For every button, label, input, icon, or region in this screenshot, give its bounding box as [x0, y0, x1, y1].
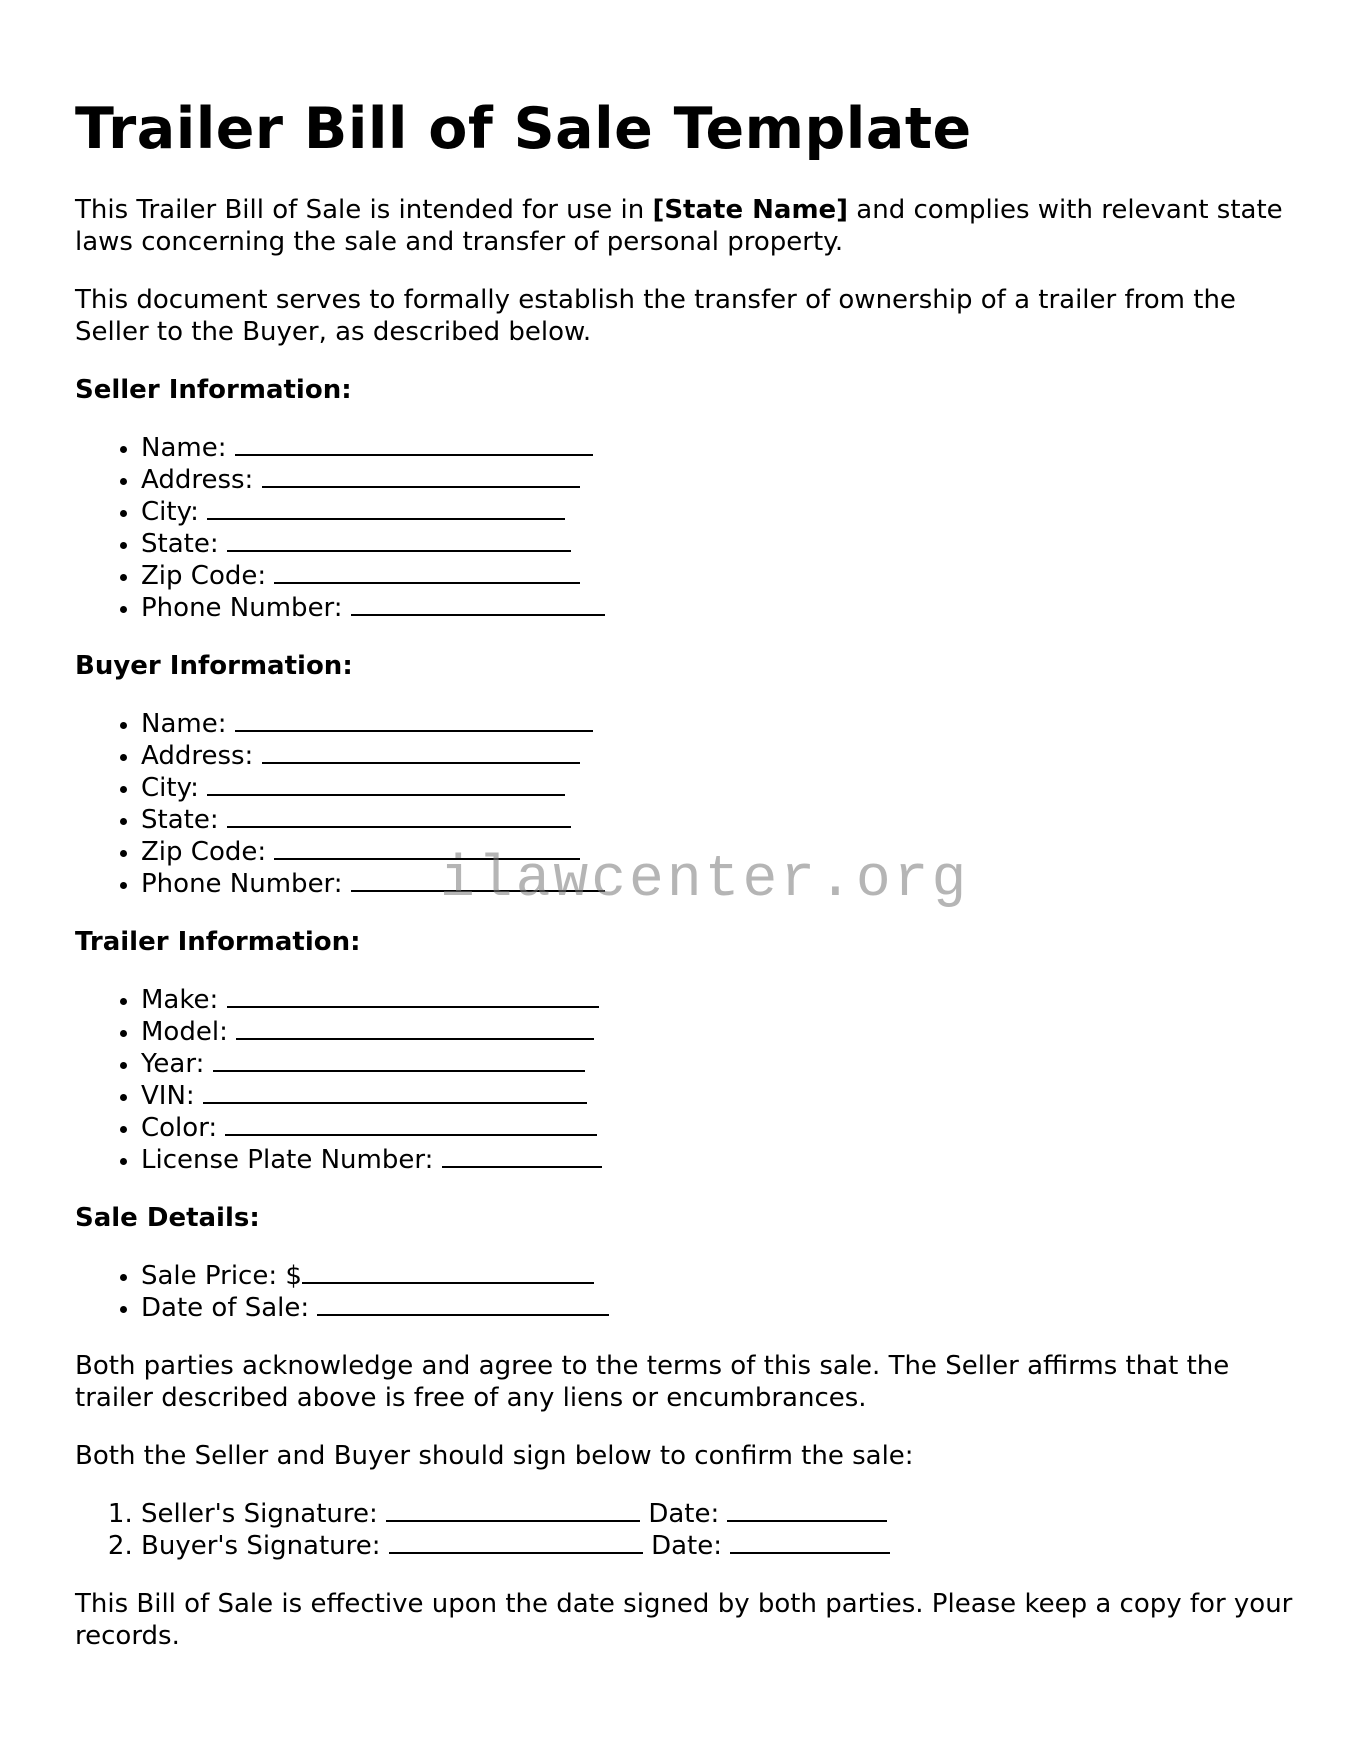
buyer-city-blank[interactable] — [207, 772, 565, 796]
sale-price-blank[interactable] — [302, 1260, 594, 1284]
sale-date-blank[interactable] — [317, 1292, 609, 1316]
trailer-heading: Trailer Information: — [75, 927, 361, 957]
buyer-phone-blank[interactable] — [351, 868, 605, 892]
field-label: Color: — [141, 1113, 218, 1143]
field-label: Name: — [141, 433, 227, 463]
intro-text-1: This Trailer Bill of Sale is intended for use in — [75, 195, 653, 225]
trailer-plate-blank[interactable] — [442, 1144, 602, 1168]
trailer-color-item — [141, 1112, 1305, 1144]
date-label: Date: — [648, 1499, 720, 1529]
seller-signature-item — [141, 1498, 1305, 1530]
trailer-vin-item — [141, 1080, 1305, 1112]
field-label: Zip Code: — [141, 561, 267, 591]
buyer-name-blank[interactable] — [235, 708, 593, 732]
seller-date-blank[interactable] — [727, 1498, 887, 1522]
buyer-zip-blank[interactable] — [274, 836, 580, 860]
field-label: VIN: — [141, 1081, 195, 1111]
field-label: City: — [141, 497, 199, 527]
closing-paragraph: This Bill of Sale is effective upon the date signed by both parties. Please keep a copy for your records. — [75, 1589, 1293, 1651]
field-label: Make: — [141, 985, 219, 1015]
trailer-year-blank[interactable] — [213, 1048, 585, 1072]
seller-name-blank[interactable] — [235, 432, 593, 456]
trailer-make-item — [141, 984, 1305, 1016]
document-body — [75, 194, 1305, 1678]
sale-date-item — [141, 1292, 1305, 1324]
field-label: Phone Number: — [141, 869, 343, 899]
buyer-state-blank[interactable] — [227, 804, 571, 828]
seller-fields-list — [75, 432, 1305, 624]
watermark-text: ilawcenter.org — [440, 848, 970, 913]
seller-phone-item — [141, 592, 1305, 624]
seller-phone-blank[interactable] — [351, 592, 605, 616]
field-label: Name: — [141, 709, 227, 739]
buyer-phone-item — [141, 868, 1305, 900]
trailer-vin-blank[interactable] — [203, 1080, 587, 1104]
field-label: Address: — [141, 465, 254, 495]
field-label: License Plate Number: — [141, 1145, 434, 1175]
seller-address-item — [141, 464, 1305, 496]
seller-zip-blank[interactable] — [274, 560, 580, 584]
seller-signature-blank[interactable] — [386, 1498, 640, 1522]
acknowledgement-paragraph: Both parties acknowledge and agree to the terms of this sale. The Seller affirms that the trailer described above is free of any liens or encumbrances. — [75, 1351, 1230, 1413]
buyer-date-blank[interactable] — [730, 1530, 890, 1554]
seller-state-blank[interactable] — [227, 528, 571, 552]
buyer-heading: Buyer Information: — [75, 651, 353, 681]
signature-list — [75, 1498, 1305, 1562]
trailer-make-blank[interactable] — [227, 984, 599, 1008]
intro-paragraph — [75, 194, 1305, 258]
field-label: State: — [141, 529, 219, 559]
sale-price-item — [141, 1260, 1305, 1292]
field-label: Phone Number: — [141, 593, 343, 623]
field-label: Sale Price: $ — [141, 1261, 302, 1291]
seller-name-item — [141, 432, 1305, 464]
signature-label: Seller's Signature: — [141, 1499, 378, 1529]
field-label: Zip Code: — [141, 837, 267, 867]
seller-state-item — [141, 528, 1305, 560]
field-label: Date of Sale: — [141, 1293, 310, 1323]
trailer-model-blank[interactable] — [236, 1016, 594, 1040]
seller-city-blank[interactable] — [207, 496, 565, 520]
field-label: Address: — [141, 741, 254, 771]
date-label: Date: — [651, 1531, 722, 1561]
intro-text-2: and complies with relevant state laws concerning the sale and transfer of personal property. — [75, 195, 1283, 257]
seller-city-item — [141, 496, 1305, 528]
sale-heading: Sale Details: — [75, 1203, 260, 1233]
sale-fields-list — [75, 1260, 1305, 1324]
trailer-plate-item — [141, 1144, 1305, 1176]
seller-heading: Seller Information: — [75, 375, 352, 405]
document-title: Trailer Bill of Sale Template — [75, 96, 972, 162]
trailer-fields-list — [75, 984, 1305, 1176]
signature-label: Buyer's Signature: — [141, 1531, 381, 1561]
buyer-address-blank[interactable] — [262, 740, 580, 764]
trailer-color-blank[interactable] — [225, 1112, 597, 1136]
buyer-signature-blank[interactable] — [389, 1530, 643, 1554]
field-label: Year: — [141, 1049, 205, 1079]
state-name-placeholder: [State Name] — [652, 195, 849, 225]
buyer-address-item — [141, 740, 1305, 772]
purpose-paragraph: This document serves to formally establish the transfer of ownership of a trailer from the Seller to the Buyer, as described below. — [75, 285, 1236, 347]
trailer-year-item — [141, 1048, 1305, 1080]
buyer-fields-list — [75, 708, 1305, 900]
buyer-name-item — [141, 708, 1305, 740]
field-label: State: — [141, 805, 219, 835]
seller-address-blank[interactable] — [262, 464, 580, 488]
seller-zip-item — [141, 560, 1305, 592]
trailer-model-item — [141, 1016, 1305, 1048]
field-label: City: — [141, 773, 199, 803]
sign-instruction-paragraph: Both the Seller and Buyer should sign below to confirm the sale: — [75, 1441, 914, 1471]
buyer-city-item — [141, 772, 1305, 804]
field-label: Model: — [141, 1017, 228, 1047]
buyer-state-item — [141, 804, 1305, 836]
buyer-zip-item — [141, 836, 1305, 868]
buyer-signature-item — [141, 1530, 1305, 1562]
